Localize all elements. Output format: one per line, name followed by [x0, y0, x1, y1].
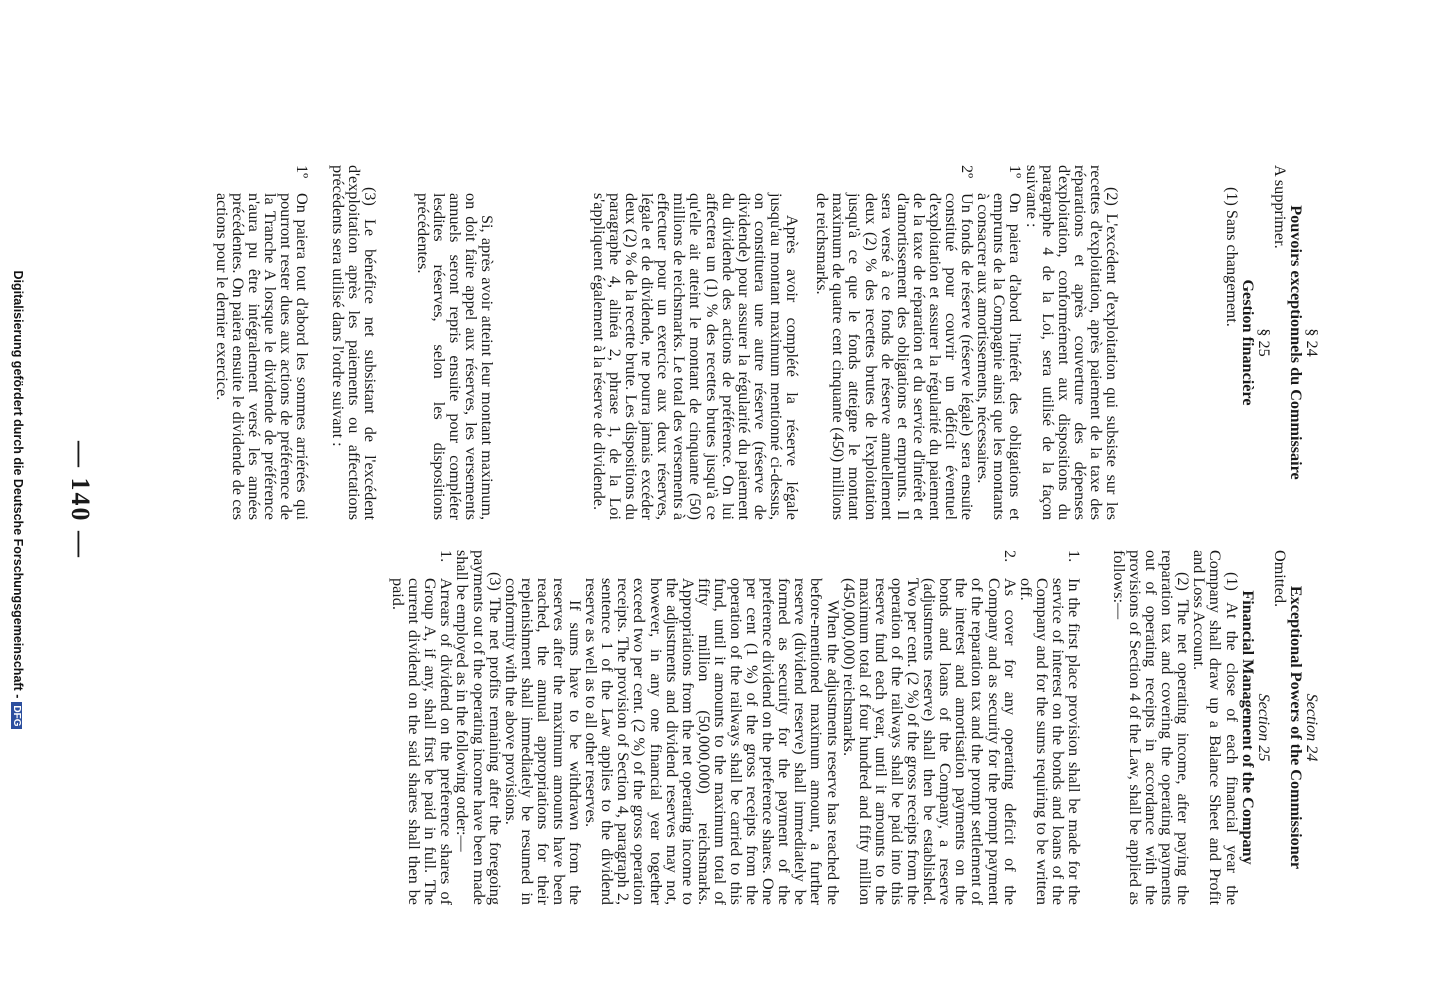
fr-item-3-num: 1º	[293, 165, 311, 179]
en-item-1	[1018, 550, 1082, 905]
en-section24-title: Section 24	[1303, 693, 1321, 762]
en-para-2: (2) The net operating income, after paying the reparation tax and covering the operating payments out of operating receipts in accordance with the provisions of Section 4 of the Law, shall be applied as follows:—	[1109, 550, 1193, 905]
en-item-1-num: 1.	[1065, 550, 1083, 563]
fr-section25-title: § 25	[1254, 328, 1273, 357]
fr-item-2-num: 2º	[958, 165, 977, 179]
fr-para-after: Après avoir complété la réserve légale jusqu'au montant maximum mentionné ci-dessus, on constituera une autre réserve (réserve de dividende) pour assurer la régularité du paiement du dividende des actions de préférence. On lui affectera un (1) % des recettes brutes jusqu'à ce qu'elle ait atteint le montant de cinquante (50) millions de reichsmarks. Le total des versements à effectuer pour un exercice aux deux réserves, légale et de dividende, ne pourra jamais excéder deux (2) % de la recette brute. Les dispositions du paragraphe 4, alinéa 2, phrase 1, de la Loi s'appliquent également à la réserve de dividende.	[589, 193, 801, 520]
fr-para-si: Si, après avoir atteint leur montant maximum, on doit faire appel aux réserves, les versements annuels seront repris ensuite pour compléter lesdites réserves, selon les dispositions précédentes.	[413, 193, 496, 520]
fr-item-3-text: On paiera tout d'abord les sommes arriérées qui pourront rester dues aux actions de préférence de la Tranche A lorsque le dividende de préférence n'aura pu être intégralement versé les années précédentes. On paiera ensuite le dividende de ces actions pour le dernier exercice.	[212, 193, 311, 520]
fr-item-1-text: On paiera d'abord l'intérêt des obligations et emprunts de la Compagnie ainsi que les montants à consacrer aux amortissements, nécessaires.	[974, 193, 1025, 520]
digitization-footer	[11, 0, 25, 1000]
page-number: — 140 —	[66, 441, 95, 559]
fr-item-2-text: Un fonds de réserve (réserve légale) sera ensuite constitué pour couvrir un déficit éventuel d'exploitation et assurer la régularité du paiement de la taxe de réparation et du service d'intérêt et d'amortissement des obligations et emprunts. Il sera versé à ce fonds de réserve annuellement deux (2) % des recettes brutes de l'exploitation jusqu'à ce que le fonds atteigne le montant maximum de quatre cent cinquante (450) millions de reichsmarks.	[813, 193, 977, 520]
en-item-3	[390, 550, 454, 905]
en-section24-heading: Exceptional Powers of the Commissioner	[1286, 585, 1305, 870]
en-section25-title: Section 25	[1254, 693, 1273, 762]
footer-text: Digitalisierung gefördert durch die Deutsche Forschungsgemeinschaft -	[11, 270, 25, 699]
fr-item-2	[814, 165, 975, 520]
en-item-3-num: 1.	[437, 550, 456, 563]
dfg-logo: DFG	[11, 702, 22, 729]
fr-item-1-num: 1º	[1006, 165, 1025, 179]
en-item-2-num: 2.	[1000, 550, 1019, 563]
fr-para-1: (1) Sans changement.	[1222, 187, 1241, 327]
en-item-2-text: As cover for any operating deficit of the Company and as security for the prompt payment of the reparation tax and the prompt settlement of the interest and amortisation payments on the bonds and loans of the Company, a reserve (adjustments reserve) shall then be established. Two per cent. (2 %) of the gross receipts from the operation of the railways shall be paid into this reserve fund each year, until it amounts to the maximum total of four hundred and fifty million (450,000,000) reichsmarks.	[839, 578, 1019, 905]
en-item-1-text: In the first place provision shall be made for the service of interest on the bonds and loans of the Company and for the sums requiring to be written off.	[1016, 578, 1083, 905]
fr-section24-heading: Pouvoirs exceptionnels du Commissaire	[1286, 205, 1305, 480]
en-section25-heading: Financial Management of the Company	[1238, 590, 1257, 865]
en-para-after: When the adjustments reserve has reached the before-mentioned maximum amount, a further reserve (dividend reserve) shall immediately be formed as security for the payment of the preference dividend on the preference shares. One per cent (1 %) of the gross receipts from the operation of the railways shall be carried to this fund, until it amounts to the maximum total of fifty million (50,000,000) reichsmarks. Appropriations from the net operating income to the adjustments and dividend reserves may not, however, in any one financial year together exceed two per cent. (2 %) of the gross operation receipts. The provision of Section 4, paragraph 2, sentence 1 of the Law applies to the dividend reserve as well as to all other reserves.	[582, 578, 842, 905]
fr-item-3	[213, 165, 310, 520]
en-para-3: (3) The net profits remaining after the foregoing payments out of the operating income have been made shall be employed as in the following order:—	[453, 550, 504, 905]
fr-section24-title: § 24	[1303, 328, 1321, 357]
fr-para-2: (2) L'excédent d'exploitation qui subsiste sur les recettes d'exploitation, après paiement de la taxe des réparations et après couverture des dépenses d'exploitation, conformément aux dispositions du paragraphe 4 de la Loi, sera utilisé de la façon suivante :	[1022, 165, 1121, 520]
fr-section24-body: A supprimer.	[1270, 165, 1289, 249]
en-item-2	[841, 550, 1018, 905]
en-para-if: If sums have to be withdrawn from the reserves after the maximum amounts have been reached, the annual appropriations for their replenishment shall immediately be resumed in conformity with the above provisions.	[501, 578, 585, 905]
en-para-1: (1) At the close of each financial year the Company shall draw up a Balance Sheet and Profit and Loss Account.	[1190, 550, 1241, 905]
en-item-3-text: Arrears of dividend on the preference shares of Group A, if any, shall first be paid in full. The current dividend on the said shares shall then be paid.	[389, 578, 456, 905]
fr-section25-heading: Gestion financière	[1238, 279, 1257, 406]
fr-para-3: (3) Le bénéfice net subsistant de l'excédent d'exploitation après les paiements ou affectations précédents sera utilisé dans l'ordre suivant :	[328, 165, 379, 520]
fr-item-1	[975, 165, 1023, 520]
en-section24-body: Omitted.	[1270, 550, 1289, 608]
